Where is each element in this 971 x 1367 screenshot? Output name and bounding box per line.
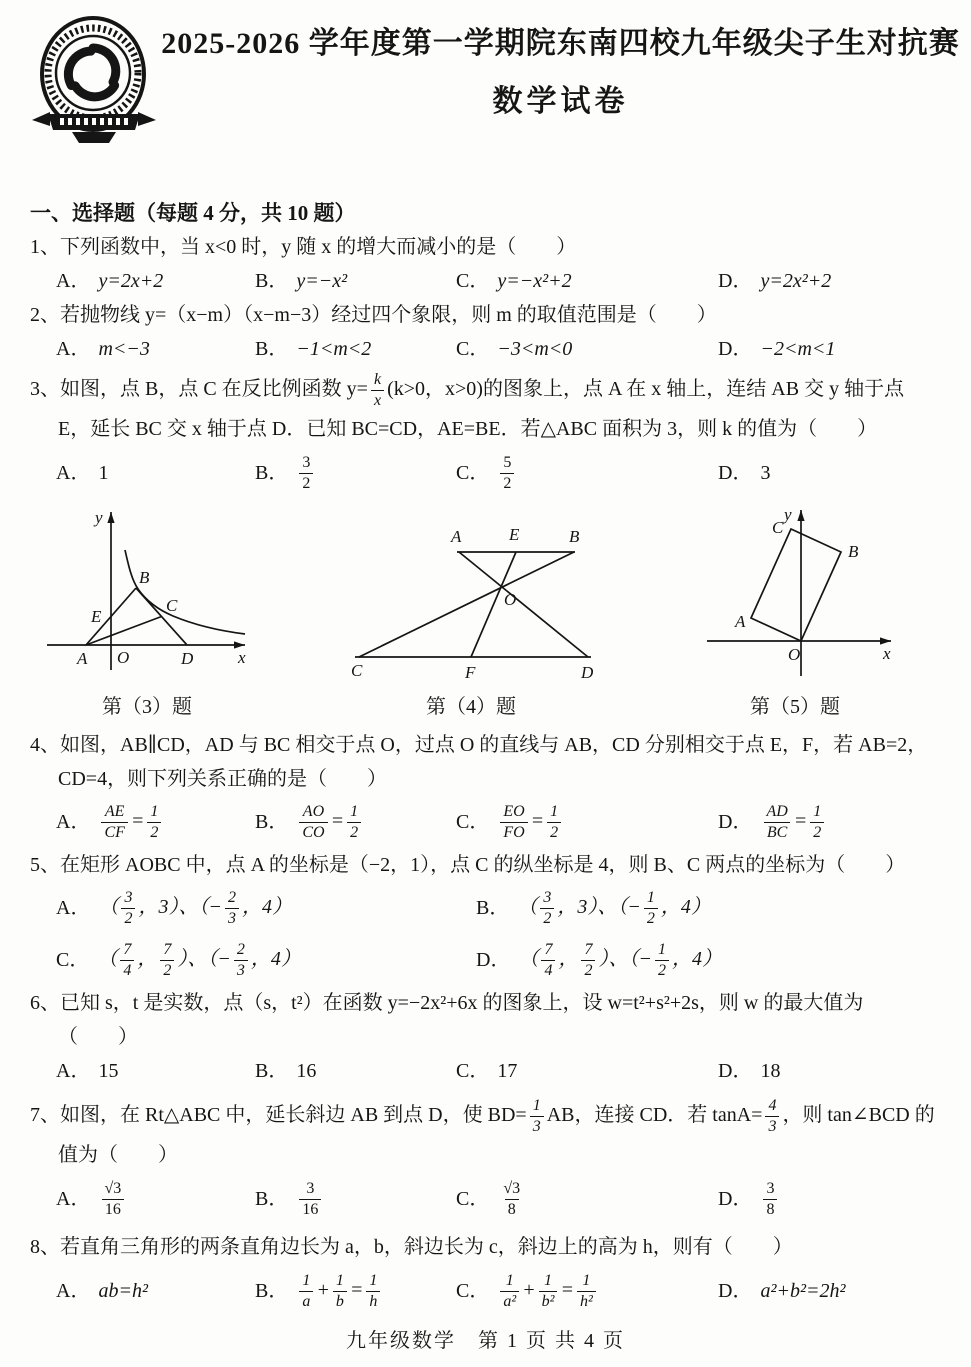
figure-4-crossing-lines — [341, 500, 601, 682]
option-label: D． — [718, 338, 753, 360]
option-label: D． — [718, 462, 753, 484]
option-value: y=−x² — [296, 270, 348, 292]
option-label: B． — [255, 270, 289, 292]
option-label: D． — [476, 949, 511, 971]
option-label: C． — [456, 1188, 490, 1210]
label-O: O — [788, 645, 801, 664]
question-7 — [30, 1092, 943, 1226]
label-O: O — [504, 590, 517, 609]
question-4 — [30, 728, 943, 848]
option-value: $\frac{AD}{BC}$ = $\frac{1}{2}$ — [760, 804, 827, 841]
question-6 — [30, 986, 943, 1088]
question-5-option-a — [56, 890, 476, 927]
question-4-option-c — [456, 804, 718, 841]
question-5-options-row1 — [30, 882, 943, 934]
emblem-left-wing — [32, 112, 50, 126]
option-value: ab=h² — [98, 1280, 148, 1302]
figure-question-3 — [32, 500, 262, 719]
question-3-stem-line2: E，延长 BC 交 x 轴于点 D．已知 BC=CD，AE=BE．若△ABC 面积为 3，则 k 的值为（ ） — [58, 418, 878, 440]
question-7-option-d — [718, 1181, 943, 1218]
option-value: 18 — [760, 1060, 781, 1082]
question-8-option-d — [718, 1274, 943, 1308]
title-block — [150, 0, 971, 120]
figure-5-rectangle-graph — [693, 500, 897, 682]
option-label: B． — [255, 1188, 289, 1210]
question-5-option-b — [476, 890, 943, 927]
segment-BC — [359, 552, 574, 657]
question-4-option-a — [56, 804, 255, 841]
option-value: $\frac{3}{8}$ — [760, 1181, 780, 1218]
option-label: B． — [255, 1060, 289, 1082]
question-3-option-a — [56, 456, 255, 490]
question-2 — [30, 298, 943, 366]
option-label: B． — [255, 338, 289, 360]
label-x: x — [883, 644, 891, 663]
option-label: A． — [56, 811, 91, 833]
question-8-options — [30, 1264, 943, 1318]
option-value: −1<m<2 — [296, 338, 372, 360]
question-1-option-c — [456, 264, 718, 298]
option-label: D． — [718, 1188, 753, 1210]
option-value: $\frac{AO}{CO}$ = $\frac{1}{2}$ — [296, 804, 364, 841]
question-8-stem: 8、若直角三角形的两条直角边长为 a，b，斜边长为 c，斜边上的高为 h，则有（ ） — [30, 1236, 793, 1258]
question-2-stem: 2、若抛物线 y=（x−m）（x−m−3）经过四个象限，则 m 的取值范围是（ ） — [30, 304, 717, 326]
label-y: y — [95, 508, 103, 527]
option-label: C． — [456, 1060, 490, 1082]
question-5 — [30, 848, 943, 986]
option-value: （ $\frac{3}{2}$ ，3）、（− $\frac{1}{2}$ ，4） — [517, 888, 711, 927]
label-A: A — [77, 649, 88, 668]
emblem-ring-text — [48, 28, 138, 118]
school-emblem-logo — [30, 12, 158, 150]
question-1-option-b — [255, 264, 456, 298]
y-axis-arrow — [107, 512, 114, 523]
label-B: B — [848, 542, 859, 561]
option-label: B． — [255, 811, 289, 833]
option-label: A． — [56, 1280, 91, 1302]
option-label: D． — [718, 811, 753, 833]
option-value: $\frac{1}{a}$ + $\frac{1}{b}$ = $\frac{1}{h}$ — [296, 1273, 383, 1310]
question-2-option-a — [56, 332, 255, 366]
option-value: 15 — [98, 1060, 119, 1082]
option-value: y=−x²+2 — [497, 270, 572, 292]
question-6-stem-line2: （ ） — [58, 1026, 138, 1048]
question-7-option-c — [456, 1181, 718, 1218]
paper-header — [0, 0, 971, 172]
paper-subtitle: 数学试卷 — [492, 85, 629, 118]
option-label: C． — [456, 462, 490, 484]
question-5-options-row2 — [30, 934, 943, 986]
option-label: A． — [56, 1188, 91, 1210]
question-8-option-b — [255, 1273, 456, 1310]
option-value: m<−3 — [98, 338, 150, 360]
question-2-option-d — [718, 332, 943, 366]
label-C: C — [166, 596, 178, 615]
option-value: 1 — [98, 462, 109, 484]
label-B: B — [569, 527, 580, 546]
question-2-option-b — [255, 332, 456, 366]
option-value: $\frac{√3}{8}$ — [503, 1179, 521, 1218]
figure-3-caption: 第（3）题 — [102, 696, 192, 718]
paper-title: 2025-2026 学年度第一学期院东南四校九年级尖子生对抗赛 — [161, 27, 960, 60]
question-4-stem-line2: CD=4，则下列关系正确的是（ ） — [58, 768, 388, 790]
rectangle-AOBC — [751, 529, 841, 641]
option-value: $\frac{3}{2}$ — [296, 455, 316, 492]
question-5-option-c — [56, 942, 476, 979]
option-value: $\frac{3}{16}$ — [296, 1181, 324, 1218]
option-value: 16 — [296, 1060, 317, 1082]
emblem-banner-marks — [60, 118, 128, 125]
option-label: C． — [456, 338, 490, 360]
question-3-options — [30, 446, 943, 500]
option-value: $\frac{AE}{CF}$ = $\frac{1}{2}$ — [98, 804, 164, 841]
question-1-option-a — [56, 264, 255, 298]
label-A: A — [735, 612, 746, 631]
label-D: D — [181, 649, 194, 668]
label-F: F — [465, 663, 476, 682]
option-value: （ $\frac{7}{4}$ ， $\frac{7}{2}$ ）、（− $\frac{1}{2}$ ，4） — [518, 940, 722, 979]
option-label: C． — [456, 811, 490, 833]
question-7-option-a — [56, 1181, 255, 1218]
option-value: （ $\frac{7}{4}$ ， $\frac{7}{2}$ ）、（− $\frac{2}{3}$ ，4） — [97, 940, 301, 979]
question-7-stem-line2: 值为（ ） — [58, 1144, 178, 1166]
question-1-options — [30, 264, 943, 298]
question-1 — [30, 230, 943, 298]
question-5-stem: 5、在矩形 AOBC 中，点 A 的坐标是（−2，1），点 C 的纵坐标是 4，则 B、C 两点的坐标为（ ） — [30, 854, 906, 876]
question-3-stem-line1: 3、如图，点 B，点 C 在反比例函数 y= $\frac{k}{x}$ (k>0，x>0)的图象上，点 A 在 x 轴上，连结 AB 交 y 轴于点 — [30, 370, 905, 409]
option-value: y=2x+2 — [98, 270, 164, 292]
question-8-option-a — [56, 1274, 255, 1308]
question-3 — [30, 366, 943, 500]
question-3-option-c — [456, 455, 718, 492]
label-x: x — [238, 648, 246, 667]
option-label: A． — [56, 338, 91, 360]
option-label: B． — [255, 1280, 289, 1302]
label-E: E — [91, 607, 102, 626]
option-label: A． — [56, 897, 91, 919]
question-7-option-b — [255, 1181, 456, 1218]
option-value: （ $\frac{3}{2}$ ，3）、（− $\frac{2}{3}$ ，4） — [98, 888, 292, 927]
figure-5-caption: 第（5）题 — [750, 696, 840, 718]
option-label: A． — [56, 270, 91, 292]
figures-row — [30, 500, 943, 718]
question-1-stem: 1、下列函数中，当 x<0 时，y 随 x 的增大而减小的是（ ） — [30, 236, 577, 258]
question-4-option-b — [255, 804, 456, 841]
question-6-option-d — [718, 1054, 943, 1088]
question-7-stem-line1: 7、如图，在 Rt△ABC 中，延长斜边 AB 到点 D，使 BD= $\frac{1}{3}$ AB，连接 CD．若 tanA= $\frac{4}{3}$ ，则 tan∠BCD 的 — [30, 1096, 935, 1135]
option-value: y=2x²+2 — [760, 270, 832, 292]
label-E: E — [509, 525, 520, 544]
question-6-option-b — [255, 1054, 456, 1088]
label-C: C — [772, 518, 784, 537]
option-value: a²+b²=2h² — [760, 1280, 846, 1302]
question-4-stem-line1: 4、如图，AB∥CD，AD 与 BC 相交于点 O，过点 O 的直线与 AB，CD 分别相交于点 E，F，若 AB=2， — [30, 734, 928, 756]
option-value: $\frac{√3}{16}$ — [98, 1181, 127, 1218]
option-label: C． — [456, 270, 490, 292]
option-label: D． — [718, 270, 753, 292]
paper-body — [0, 172, 971, 1318]
question-1-option-d — [718, 264, 943, 298]
option-value: $\frac{EO}{FO}$ = $\frac{1}{2}$ — [497, 804, 564, 841]
question-6-option-a — [56, 1054, 255, 1088]
option-value: $\frac{5}{2}$ — [497, 455, 517, 492]
question-8-option-c — [456, 1273, 718, 1310]
option-label: C． — [456, 1280, 490, 1302]
question-2-option-c — [456, 332, 718, 366]
option-label: B． — [476, 897, 510, 919]
figure-question-5 — [690, 500, 900, 719]
option-label: B． — [255, 462, 289, 484]
question-5-option-d — [476, 942, 943, 979]
figure-question-4 — [340, 500, 602, 719]
hyperbola-curve — [125, 550, 245, 634]
emblem-swirl-icon — [60, 48, 116, 105]
label-O: O — [117, 648, 130, 667]
emblem-right-wing — [138, 112, 156, 126]
option-label: D． — [718, 1280, 753, 1302]
option-label: A． — [56, 1060, 91, 1082]
option-value: 3 — [760, 462, 771, 484]
option-value: −2<m<1 — [760, 338, 836, 360]
question-3-option-b — [255, 455, 456, 492]
option-value: −3<m<0 — [497, 338, 573, 360]
question-7-options — [30, 1172, 943, 1226]
question-4-option-d — [718, 804, 943, 841]
label-B: B — [139, 568, 150, 587]
option-label: C． — [56, 949, 90, 971]
figure-3-hyperbola-graph — [39, 500, 255, 682]
question-8 — [30, 1230, 943, 1318]
option-value: 17 — [497, 1060, 518, 1082]
label-D: D — [581, 663, 594, 682]
label-y: y — [784, 505, 792, 524]
option-label: D． — [718, 1060, 753, 1082]
question-6-option-c — [456, 1054, 718, 1088]
emblem-lower-band — [72, 132, 116, 143]
option-value: $\frac{1}{\text{a²}}$ + $\frac{1}{\text{b²}}$ = $\frac{1}{\text{h²}}$ — [497, 1273, 598, 1310]
option-label: A． — [56, 462, 91, 484]
y-axis-arrow — [797, 510, 804, 521]
question-2-options — [30, 332, 943, 366]
question-6-stem-line1: 6、已知 s，t 是实数，点（s，t²）在函数 y=−2x²+6x 的图象上，设 w=t²+s²+2s，则 w 的最大值为 — [30, 992, 864, 1014]
label-C: C — [351, 661, 363, 680]
question-6-options — [30, 1054, 943, 1088]
question-3-option-d — [718, 456, 943, 490]
page-footer: 九年级数学 第 1 页 共 4 页 — [346, 1330, 625, 1352]
figure-4-caption: 第（4）题 — [426, 696, 516, 718]
section-1-heading: 一、选择题（每题 4 分，共 10 题） — [30, 201, 356, 225]
label-A: A — [451, 527, 462, 546]
question-4-options — [30, 796, 943, 848]
